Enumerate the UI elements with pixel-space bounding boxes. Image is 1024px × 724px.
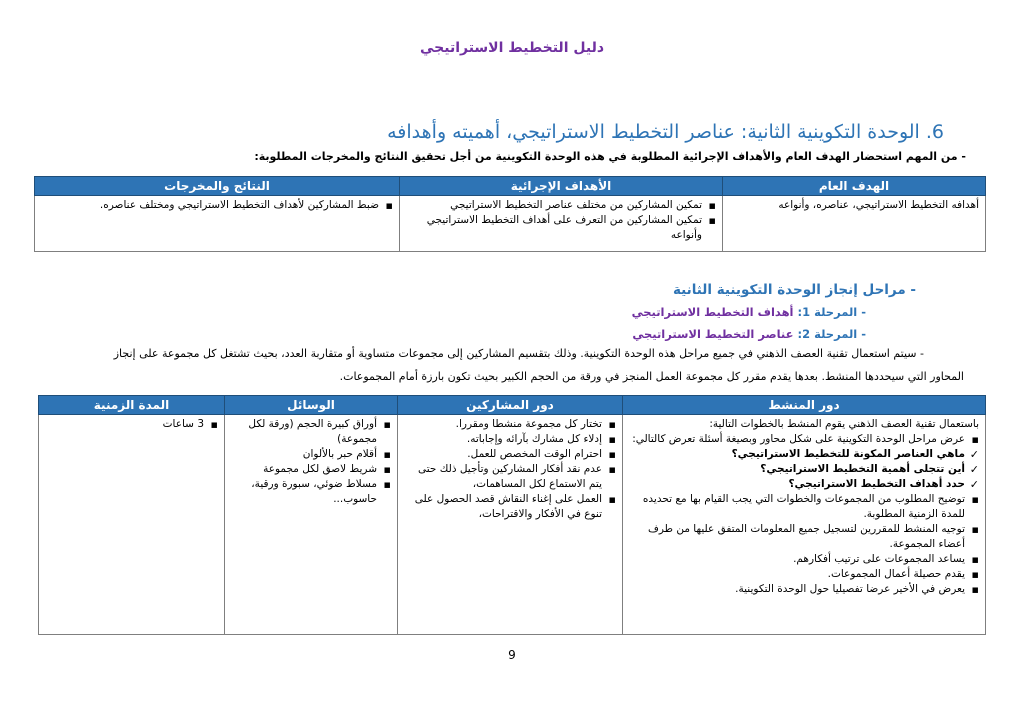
stage-2-label: - المرحلة 2: <box>797 327 866 341</box>
procedural-goals-cell <box>400 196 723 252</box>
activity-table <box>38 395 986 635</box>
procedural-goal-item: ▪ تمكين المشاركين من مختلف عناصر التخطيط الاستراتيجي <box>406 198 702 213</box>
col-header-tools: الوسائل <box>225 396 398 415</box>
page-number: 9 <box>508 648 516 662</box>
col-header-facilitator: دور المنشط <box>623 396 986 415</box>
tool-item: ▪ مسلاط ضوئي، سبورة ورقية، حاسوب... <box>231 477 377 507</box>
method-paragraph-line-2: المحاور التي سيحددها المنشط. بعدها يقدم مقرر كل مجموعة العمل المنجز في ورقة من الحجم الكبير بحيث تكون بارزة أمام المجموعات. <box>339 370 964 383</box>
col-header-participants: دور المشاركين <box>398 396 623 415</box>
stage-1-text: أهداف التخطيط الاستراتيجي <box>631 305 794 319</box>
tool-item: ▪ شريط لاصق لكل مجموعة <box>231 462 377 477</box>
participants-cell <box>398 415 623 635</box>
section-intro: - من المهم استحضار الهدف العام والأهداف الإجرائية المطلوبة في هذه الوحدة التكوينية من أجل تحقيق النتائج والمخرجات المطلوبة: <box>254 150 966 163</box>
tools-cell <box>225 415 398 635</box>
col-header-duration: المدة الزمنية <box>39 396 225 415</box>
facilitator-steps <box>629 432 979 597</box>
facilitator-step: ▪ عرض مراحل الوحدة التكوينية على شكل محاور وبصيغة أسئلة تعرض كالتالي: <box>629 432 965 447</box>
method-paragraph-line-1: - سيتم استعمال تقنية العصف الذهني في جميع مراحل هذه الوحدة التكوينية. وذلك بتقسيم المشاركين إلى مجموعات متساوية أو متقاربة العدد، بحيث تشتغل كل مجموعة على إنجاز <box>113 347 924 360</box>
phases-title: - مراحل إنجاز الوحدة التكوينية الثانية <box>672 282 916 298</box>
section-title: 6. الوحدة التكوينية الثانية: عناصر التخطيط الاستراتيجي، أهميته وأهدافه <box>387 121 944 143</box>
participant-item: ▪ احترام الوقت المخصص للعمل. <box>404 447 602 462</box>
col-header-general-goal: الهدف العام <box>723 177 986 196</box>
participant-item: ▪ تختار كل مجموعة منشطا ومقررا. <box>404 417 602 432</box>
outcome-item: ▪ ضبط المشاركين لأهداف التخطيط الاستراتيجي ومختلف عناصره. <box>41 198 379 213</box>
facilitator-intro: باستعمال تقنية العصف الذهني يقوم المنشط بالخطوات التالية: <box>709 418 979 430</box>
stage-1 <box>632 305 866 319</box>
general-goal-cell <box>723 196 986 252</box>
general-goal-text: أهدافه التخطيط الاستراتيجي، عناصره، وأنواعه <box>778 199 979 211</box>
facilitator-question: ✓ أين تتجلى أهمية التخطيط الاستراتيجي؟ <box>629 462 965 477</box>
objectives-table <box>34 176 986 252</box>
participant-item: ▪ عدم نقد أفكار المشاركين وتأجيل ذلك حتى يتم الاستماع لكل المساهمات، <box>404 462 602 492</box>
col-header-procedural-goals: الأهداف الإجرائية <box>400 177 723 196</box>
col-header-outcomes: النتائج والمخرجات <box>35 177 400 196</box>
facilitator-step: ▪ يقدم حصيلة أعمال المجموعات. <box>629 567 965 582</box>
stage-2 <box>632 327 866 341</box>
tool-item: ▪ أوراق كبيرة الحجم (ورقة لكل مجموعة) <box>231 417 377 447</box>
duration-cell <box>39 415 225 635</box>
participant-item: ▪ العمل على إغناء النقاش قصد الحصول على تنوع في الأفكار والاقتراحات، <box>404 492 602 522</box>
facilitator-cell <box>623 415 986 635</box>
running-title: دليل التخطيط الاستراتيجي <box>419 40 605 56</box>
facilitator-step: ▪ يساعد المجموعات على ترتيب أفكارهم. <box>629 552 965 567</box>
facilitator-question: ✓ حدد أهداف التخطيط الاستراتيجي؟ <box>629 477 965 492</box>
procedural-goal-item: ▪ تمكين المشاركين من التعرف على أهداف التخطيط الاستراتيجي وأنواعه <box>406 213 702 243</box>
facilitator-question: ✓ ماهي العناصر المكونة للتخطيط الاستراتيجي؟ <box>629 447 965 462</box>
facilitator-step: ▪ توجيه المنشط للمقررين لتسجيل جميع المعلومات المتفق عليها من طرف أعضاء المجموعة. <box>629 522 965 552</box>
stage-2-text: عناصر التخطيط الاستراتيجي <box>632 327 794 341</box>
duration-value: ▪ 3 ساعات <box>45 417 204 432</box>
tool-item: ▪ أقلام حبر بالألوان <box>231 447 377 462</box>
stage-1-label: - المرحلة 1: <box>797 305 866 319</box>
participant-item: ▪ إدلاء كل مشارك بآرائه وإجاباته. <box>404 432 602 447</box>
outcomes-cell <box>35 196 400 252</box>
facilitator-step: ▪ توضيح المطلوب من المجموعات والخطوات التي يجب القيام بها مع تحديده للمدة الزمنية المطلوبة. <box>629 492 965 522</box>
facilitator-step: ▪ يعرض في الأخير عرضا تفصيليا حول الوحدة التكوينية. <box>629 582 965 597</box>
